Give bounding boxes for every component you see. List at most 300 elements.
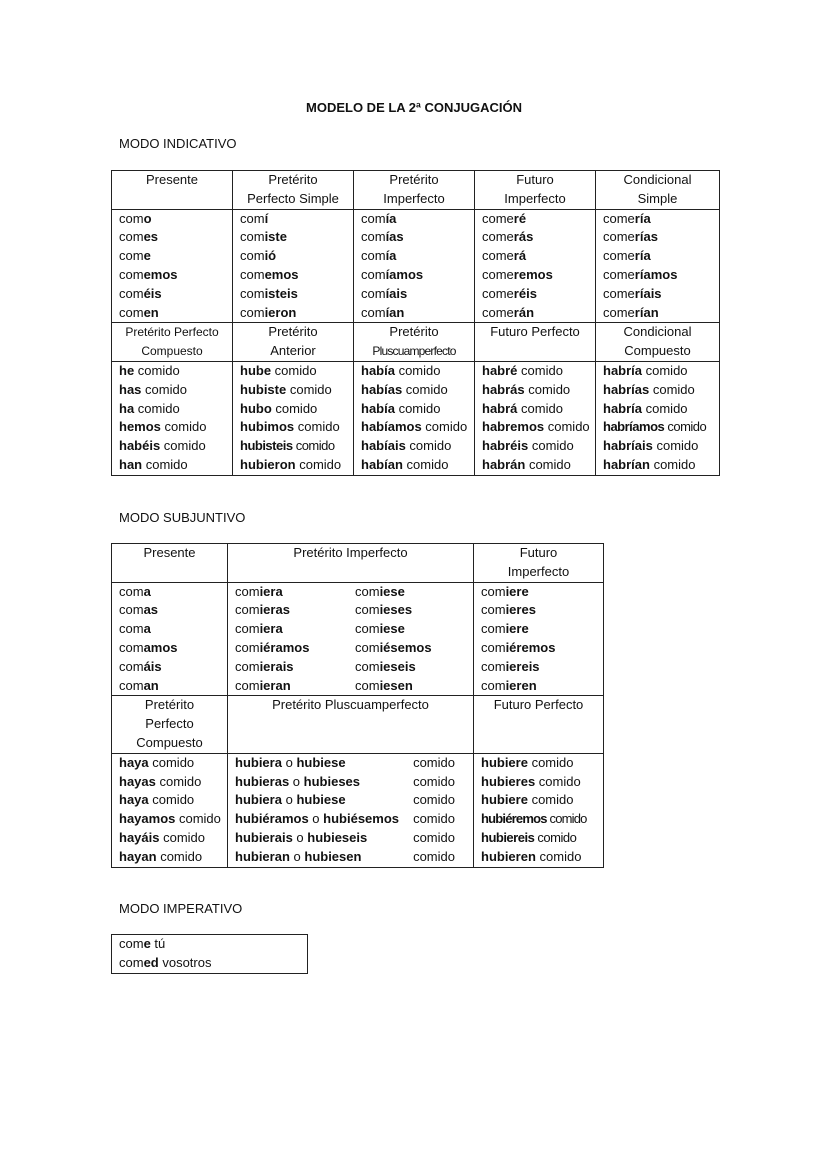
auxiliary-verb: habríamos: [603, 419, 665, 435]
verb-ending: éis: [143, 285, 162, 301]
verb-form: [240, 418, 353, 437]
verb-ending: ed: [143, 954, 159, 970]
participle: comido: [413, 754, 455, 770]
auxiliary-ra: hubieras: [235, 773, 290, 789]
verb-ending: rías: [634, 229, 658, 245]
verb-form: [481, 829, 603, 848]
verb-stem: com: [119, 954, 144, 970]
auxiliary-verb: hubo: [240, 400, 272, 416]
auxiliary-verb: habréis: [482, 438, 529, 454]
verb-stem: come: [603, 304, 635, 320]
pronoun: tú: [150, 936, 166, 951]
auxiliary-verb: hubieres: [481, 773, 536, 789]
verb-form: [603, 228, 719, 247]
verb-ending: e: [143, 248, 151, 264]
verb-stem: com: [361, 229, 386, 245]
auxiliary-verb: había: [361, 400, 395, 416]
auxiliary-verb: habrá: [482, 400, 518, 416]
verb-form: [482, 228, 595, 247]
verb-ending: ría: [634, 248, 651, 264]
verb-form: [119, 456, 232, 475]
participle: comido: [413, 792, 455, 808]
auxiliary-verb: hemos: [119, 419, 161, 435]
verb-form: [603, 400, 719, 419]
auxiliary-ra: hubieran: [235, 848, 290, 864]
participle: comido: [402, 456, 449, 472]
verb-ending: iese: [379, 583, 405, 599]
verb-ending: iere: [505, 583, 529, 599]
participle: comido: [394, 362, 441, 378]
auxiliary-verb: hubiere: [481, 792, 528, 808]
verb-form: [361, 418, 474, 437]
verb-stem: com: [240, 210, 265, 226]
verb-form: [482, 266, 595, 285]
form-ra: [235, 620, 355, 639]
verb-stem: com: [240, 229, 265, 245]
participle: comido: [160, 438, 206, 454]
header-preterito-perfecto-compuesto: Pretérito Perfecto Compuesto: [112, 323, 233, 362]
verb-stem: com: [235, 602, 260, 618]
auxiliary-verb: habríais: [603, 438, 653, 454]
subjuntivo-compound-header-row: [112, 696, 604, 753]
verb-form: [119, 381, 232, 400]
auxiliary-verb: había: [361, 362, 395, 378]
verb-ending: as: [143, 602, 159, 618]
header-presente: Presente: [112, 544, 228, 583]
verb-ending: iéramos: [259, 639, 310, 655]
verb-ending: ió: [264, 248, 277, 264]
auxiliary-verb: hube: [240, 362, 272, 378]
verb-ending: ríamos: [634, 266, 678, 282]
participle: comido: [402, 381, 448, 397]
verb-ending: ía: [385, 210, 397, 226]
verb-form: [481, 601, 603, 620]
verb-stem: com: [355, 621, 380, 637]
forms-preterito-anterior: [233, 361, 354, 475]
participle: comido: [141, 381, 187, 397]
verb-stem: com: [361, 210, 386, 226]
verb-ending: ieron: [264, 304, 297, 320]
verb-stem: com: [119, 677, 144, 693]
participle: comido: [528, 438, 574, 454]
verb-form: [481, 583, 603, 602]
or-word: o: [289, 848, 305, 864]
verb-ending: iese: [379, 621, 405, 637]
verb-ending: ierais: [259, 658, 294, 674]
verb-form: [482, 456, 595, 475]
or-word: o: [308, 811, 324, 827]
form-ra: [235, 639, 355, 658]
verb-form: [481, 677, 603, 696]
section-heading-subjuntivo: MODO SUBJUNTIVO: [119, 510, 246, 525]
verb-stem: com: [235, 583, 260, 599]
verb-form: [119, 285, 232, 304]
verb-ending: ieren: [505, 677, 537, 693]
forms-futuro-perfecto: [474, 753, 604, 867]
verb-ending: e: [143, 936, 151, 951]
verb-ending: í: [264, 210, 269, 226]
participle: comido: [294, 419, 340, 435]
verb-ending: áis: [143, 658, 162, 674]
participle: comido: [271, 400, 318, 416]
subjuntivo-simple-header-row: [112, 544, 604, 583]
verb-stem: come: [482, 304, 514, 320]
participle: comido: [148, 754, 195, 770]
verb-form: [361, 247, 474, 266]
verb-form: [119, 228, 232, 247]
verb-form: [603, 381, 719, 400]
verb-form: [119, 677, 227, 696]
verb-form: [481, 773, 603, 792]
participle: comido: [413, 829, 455, 845]
header-condicional-simple: Condicional Simple: [596, 171, 720, 210]
participle: comido: [649, 381, 695, 397]
verb-stem: com: [355, 583, 380, 599]
auxiliary-verb: hubisteis: [240, 438, 293, 454]
verb-stem: com: [355, 677, 380, 693]
verb-stem: com: [119, 583, 144, 599]
verb-form-pair: [235, 583, 473, 602]
auxiliary-verb: habrían: [603, 456, 650, 472]
verb-ending: ía: [385, 248, 397, 264]
verb-stem: com: [119, 304, 144, 320]
participle: comido: [664, 419, 707, 435]
verb-ending: ían: [385, 304, 405, 320]
verb-ending: emos: [143, 266, 178, 282]
auxiliary-verb: habría: [603, 362, 643, 378]
imperativo-table: [111, 934, 308, 974]
verb-ending: remos: [513, 266, 553, 282]
participle: comido: [292, 438, 335, 454]
verb-form: [603, 304, 719, 323]
verb-ending: o: [143, 210, 152, 226]
verb-form: [119, 773, 227, 792]
auxiliary-pair: [235, 791, 346, 810]
participle: comido: [142, 456, 188, 472]
verb-ending: a: [143, 583, 151, 599]
verb-stem: com: [481, 677, 506, 693]
verb-form: [482, 362, 595, 381]
verb-ending: iereis: [505, 658, 540, 674]
header-futuro-imperfecto: Futuro Imperfecto: [475, 171, 596, 210]
verb-form: [361, 210, 474, 229]
verb-ending: iésemos: [379, 639, 432, 655]
verb-stem: com: [119, 621, 144, 637]
participle: comido: [649, 456, 696, 472]
header-preterito-pluscuamperfecto: Pretérito Pluscuamperfecto: [228, 696, 474, 753]
participle: comido: [527, 792, 574, 808]
verb-stem: come: [603, 285, 635, 301]
verb-stem: com: [240, 304, 265, 320]
verb-form: [603, 210, 719, 229]
auxiliary-verb: habrán: [482, 456, 526, 472]
verb-form: [119, 362, 232, 381]
participle: comido: [642, 362, 688, 378]
header-futuro-perfecto: Futuro Perfecto: [474, 696, 604, 753]
auxiliary-verb: hubiere: [481, 754, 528, 770]
verb-ending: íais: [385, 285, 408, 301]
verb-form: [119, 400, 232, 419]
verb-stem: come: [482, 229, 514, 245]
verb-form: [119, 583, 227, 602]
verb-ending: emos: [264, 266, 299, 282]
verb-form-pair: [235, 639, 473, 658]
verb-stem: come: [482, 285, 514, 301]
verb-form: [240, 285, 353, 304]
verb-stem: com: [119, 602, 144, 618]
participle: comido: [413, 773, 455, 789]
auxiliary-verb: habría: [603, 400, 643, 416]
verb-stem: com: [481, 621, 506, 637]
auxiliary-verb: has: [119, 381, 142, 397]
auxiliary-se: hubiese: [296, 754, 346, 770]
verb-ending: ré: [513, 210, 527, 226]
forms-preterito-imperfecto: [228, 582, 474, 696]
verb-stem: com: [361, 266, 386, 282]
auxiliary-verb: haya: [119, 754, 149, 770]
section-heading-indicativo: MODO INDICATIVO: [119, 136, 237, 151]
verb-ending: rás: [513, 229, 534, 245]
participle: comido: [156, 848, 203, 864]
verb-form-pair: [235, 658, 473, 677]
form-ra: [235, 677, 355, 696]
participle: comido: [160, 419, 207, 435]
verb-stem: com: [119, 285, 144, 301]
form-ra: [235, 601, 355, 620]
participle: comido: [544, 419, 590, 435]
verb-ending: iesen: [379, 677, 413, 693]
auxiliary-se: hubiesen: [304, 848, 362, 864]
verb-form: [361, 266, 474, 285]
auxiliary-verb: han: [119, 456, 143, 472]
auxiliary-verb: hubieron: [240, 456, 296, 472]
verb-stem: com: [361, 304, 386, 320]
verb-form-pair: [235, 677, 473, 696]
verb-ending: ieran: [259, 677, 291, 693]
auxiliary-se: hubieses: [303, 773, 361, 789]
verb-ending: íamos: [385, 266, 424, 282]
indicativo-simple-forms-row: [112, 209, 720, 323]
auxiliary-verb: hubimos: [240, 419, 295, 435]
verb-form: [119, 754, 227, 773]
auxiliary-verb: he: [119, 362, 135, 378]
verb-form: [361, 456, 474, 475]
auxiliary-verb: hubiéremos: [481, 811, 547, 827]
form-se: [355, 583, 465, 602]
verb-form: [361, 381, 474, 400]
verb-stem: come: [482, 266, 514, 282]
header-preterito-imperfecto: Pretérito Imperfecto: [228, 544, 474, 583]
verb-stem: com: [235, 639, 260, 655]
verb-form: [361, 228, 474, 247]
verb-form: [481, 658, 603, 677]
page-title: MODELO DE LA 2ª CONJUGACIÓN: [306, 100, 522, 115]
forms-presente: [112, 582, 228, 696]
auxiliary-verb: hubieren: [481, 848, 536, 864]
verb-stem: com: [119, 229, 144, 245]
auxiliary-verb: habrías: [603, 381, 650, 397]
section-heading-imperativo: MODO IMPERATIVO: [119, 901, 243, 916]
verb-form: [119, 848, 227, 867]
verb-ending: iera: [259, 621, 283, 637]
form-se: [355, 639, 465, 658]
auxiliary-se: hubiésemos: [323, 811, 400, 827]
verb-form: [603, 456, 719, 475]
participle: comido: [159, 829, 206, 845]
verb-form: [119, 829, 227, 848]
participle: comido: [394, 400, 441, 416]
participle: comido: [525, 456, 571, 472]
auxiliary-pair: [235, 810, 399, 829]
verb-form: [119, 266, 232, 285]
verb-form: [240, 381, 353, 400]
verb-form: [240, 247, 353, 266]
participle: comido: [421, 419, 468, 435]
verb-form: [481, 810, 603, 829]
verb-stem: com: [119, 248, 144, 264]
verb-stem: com: [119, 658, 144, 674]
participle: comido: [134, 362, 180, 378]
verb-form: [361, 304, 474, 323]
form-ra: [235, 658, 355, 677]
verb-ending: iéremos: [505, 639, 556, 655]
participle: comido: [405, 438, 452, 454]
participle: comido: [652, 438, 699, 454]
verb-form: [481, 639, 603, 658]
auxiliary-verb: hubiste: [240, 381, 287, 397]
header-futuro-imperfecto: Futuro Imperfecto: [474, 544, 604, 583]
participle: comido: [413, 848, 455, 864]
verb-form-pair: [235, 601, 473, 620]
verb-form: [361, 285, 474, 304]
verb-stem: com: [481, 583, 506, 599]
participle: comido: [155, 773, 202, 789]
auxiliary-verb: ha: [119, 400, 135, 416]
verb-form: [240, 228, 353, 247]
verb-form: [482, 400, 595, 419]
form-se: [355, 620, 465, 639]
verb-form: [603, 418, 719, 437]
verb-stem: com: [240, 285, 265, 301]
verb-stem: com: [235, 621, 260, 637]
or-word: o: [281, 754, 297, 770]
forms-presente: [112, 209, 233, 323]
verb-ending: ieseis: [379, 658, 416, 674]
verb-form: [361, 400, 474, 419]
participle: comido: [642, 400, 688, 416]
participle: comido: [535, 848, 582, 864]
verb-form: [481, 791, 603, 810]
verb-ending: ieres: [505, 602, 536, 618]
auxiliary-pair: [235, 829, 367, 848]
auxiliary-verb: habías: [361, 381, 403, 397]
auxiliary-ra: hubierais: [235, 829, 293, 845]
auxiliary-verb: habían: [361, 456, 403, 472]
header-preterito-perfecto-simple: Pretérito Perfecto Simple: [233, 171, 354, 210]
forms-preterito-perfecto-compuesto: [112, 753, 228, 867]
forms-preterito-perfecto-simple: [233, 209, 354, 323]
participle: comido: [271, 362, 317, 378]
forms-futuro-imperfecto: [474, 582, 604, 696]
verb-form: [119, 247, 232, 266]
imperativo-forms-row: [112, 935, 308, 974]
auxiliary-verb: hayáis: [119, 829, 160, 845]
header-preterito-pluscuamperfecto: Pretérito Pluscuamperfecto: [354, 323, 475, 362]
verb-stem: com: [481, 658, 506, 674]
forms-preterito-imperfecto: [354, 209, 475, 323]
verb-stem: come: [603, 248, 635, 264]
verb-form: [240, 362, 353, 381]
verb-form: [240, 266, 353, 285]
verb-ending: es: [143, 229, 159, 245]
verb-form: [603, 285, 719, 304]
participle: comido: [413, 811, 455, 827]
verb-form: [240, 304, 353, 323]
participle: comido: [517, 400, 563, 416]
verb-ending: ieras: [259, 602, 290, 618]
forms-condicional-simple: [596, 209, 720, 323]
verb-stem: com: [355, 658, 380, 674]
verb-form: [482, 381, 595, 400]
form-se: [355, 601, 465, 620]
participle: comido: [524, 381, 571, 397]
auxiliary-verb: habré: [482, 362, 518, 378]
participle: comido: [134, 400, 180, 416]
verb-ending: iste: [264, 229, 287, 245]
verb-form: [235, 810, 473, 829]
indicativo-compound-forms-row: [112, 361, 720, 475]
auxiliary-pair: [235, 754, 346, 773]
verb-stem: com: [481, 602, 506, 618]
verb-form: [235, 791, 473, 810]
indicativo-simple-header-row: [112, 171, 720, 210]
verb-stem: com: [235, 658, 260, 674]
verb-form: [119, 658, 227, 677]
verb-form: [119, 935, 307, 954]
verb-form: [240, 456, 353, 475]
verb-ending: iera: [259, 583, 283, 599]
verb-form: [482, 437, 595, 456]
verb-form: [482, 247, 595, 266]
verb-stem: come: [603, 210, 635, 226]
verb-form: [240, 437, 353, 456]
verb-form: [240, 210, 353, 229]
verb-form: [481, 848, 603, 867]
auxiliary-verb: hayamos: [119, 811, 176, 827]
header-futuro-perfecto: Futuro Perfecto: [475, 323, 596, 362]
verb-stem: com: [240, 266, 265, 282]
verb-stem: come: [482, 210, 514, 226]
participle: comido: [527, 754, 574, 770]
form-ra: [235, 583, 355, 602]
header-presente: Presente: [112, 171, 233, 210]
forms-preterito-perfecto-compuesto: [112, 361, 233, 475]
indicativo-compound-header-row: [112, 323, 720, 362]
auxiliary-ra: hubiera: [235, 754, 282, 770]
verb-stem: com: [361, 285, 386, 301]
verb-stem: com: [355, 602, 380, 618]
or-word: o: [289, 773, 304, 789]
verb-form: [119, 437, 232, 456]
verb-ending: en: [143, 304, 159, 320]
verb-ending: a: [143, 621, 151, 637]
verb-ending: ías: [385, 229, 404, 245]
form-se: [355, 677, 465, 696]
verb-form: [482, 418, 595, 437]
pronoun: vosotros: [158, 954, 212, 970]
auxiliary-verb: habrás: [482, 381, 525, 397]
verb-stem: com: [361, 248, 386, 264]
